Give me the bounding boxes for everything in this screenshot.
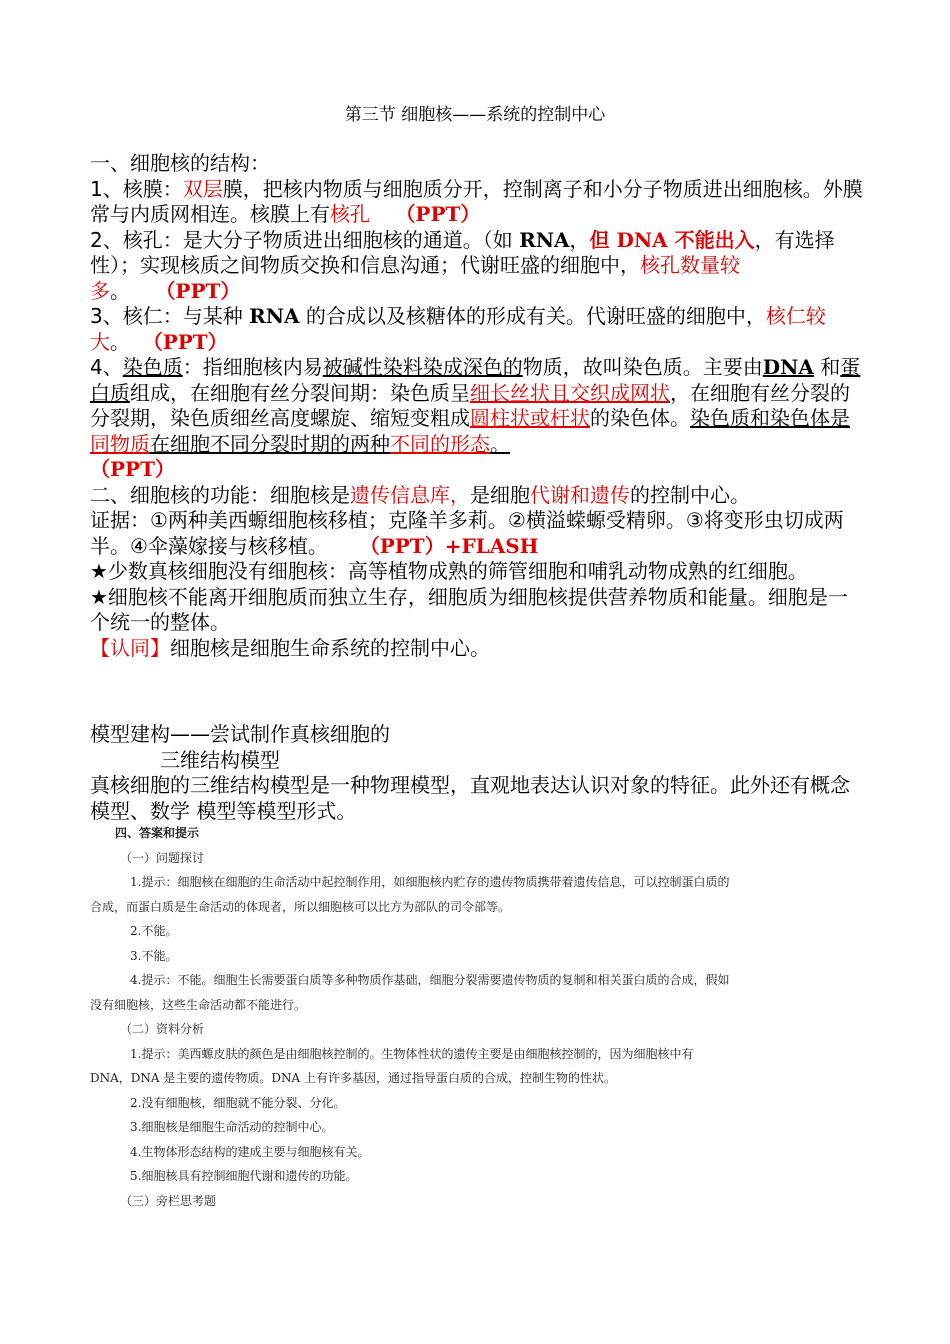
chromatin-paragraph: 4、染色质：指细胞核内易被碱性染料染成深色的物质，故叫染色质。主要由DNA 和蛋白质组成，在细胞有丝分裂间期：染色质呈细长丝状且交织成网状，在细胞有丝分裂的分裂期，染色质细丝高度螺旋、缩短变粗成圆柱状或杆状的染色体。染色质和染色体是同物质在细胞不同分裂时期的两种不同的形态。 （PPT） [90, 355, 861, 481]
recognition-note: 【认同】细胞核是细胞生命系统的控制中心。 [90, 635, 490, 660]
data-answer-2: 2.没有细胞核，细胞就不能分裂、分化。 [130, 1095, 346, 1110]
answers-heading: 四、答案和提示 [115, 826, 200, 840]
data-answer-4: 4.生物体形态结构的建成主要与细胞核有关。 [130, 1144, 370, 1159]
data-answer-1-line1: 1.提示：美西螈皮肤的颜色是由细胞核控制的。生物体性状的遗传主要是由细胞核控制的，因为细胞核中有 [130, 1046, 694, 1061]
structure-heading: 一、细胞核的结构： [90, 151, 270, 175]
model-description: 真核细胞的三维结构模型是一种物理模型，直观地表达认识对象的特征。此外还有概念模型、数学 模型等模型形式。 [90, 773, 850, 823]
model-heading-line2: 三维结构模型 [160, 747, 280, 772]
nucleolus-paragraph: 3、核仁：与某种 RNA 的合成以及核糖体的形成有关。代谢旺盛的细胞中，核仁较大。 （PPT） [90, 304, 826, 354]
page-title: 第三节 细胞核——系统的控制中心 [344, 105, 606, 125]
subheading-sidebar-questions: （三）旁栏思考题 [120, 1193, 217, 1208]
answer-4-line2: 没有细胞核，这些生命活动都不能进行。 [90, 997, 307, 1012]
nuclear-envelope-paragraph: 1、核膜：双层膜，把核内物质与细胞质分开，控制离子和小分子物质进出细胞核。外膜常与内质网相连。核膜上有核孔 （PPT） [90, 176, 863, 226]
evidence-paragraph: 证据：①两种美西螈细胞核移植；克隆羊多莉。②横溢蝾螈受精卵。③将变形虫切成两半。④伞藻嫁接与核移植。 （PPT）+FLASH [90, 508, 844, 558]
answer-4-line1: 4.提示：不能。细胞生长需要蛋白质等多种物质作基础，细胞分裂需要遗传物质的复制和相关蛋白质的合成，假如 [130, 973, 730, 987]
data-answer-1-line2: DNA，DNA 是主要的遗传物质。DNA 上有许多基因，通过指导蛋白质的合成，控制生物的性状。 [90, 1071, 616, 1085]
answer-1-line2: 合成，而蛋白质是生命活动的体现者，所以细胞核可以比方为部队的司令部等。 [90, 899, 511, 914]
subheading-data-analysis: （二）资料分析 [120, 1022, 205, 1036]
answer-1-line1: 1.提示：细胞核在细胞的生命活动中起控制作用，如细胞核内贮存的遗传物质携带着遗传信息，可以控制蛋白质的 [130, 875, 730, 889]
answers-section [90, 821, 860, 1213]
data-answer-5: 5.细胞核具有控制细胞代谢和遗传的功能。 [130, 1169, 358, 1183]
nuclear-pore-paragraph: 2、核孔：是大分子物质进出细胞核的通道。（如 RNA，但 DNA 不能出入，有选择性）；实现核质之间物质交换和信息沟通；代谢旺盛的细胞中，核孔数量较多。 （PPT） [90, 227, 835, 303]
model-heading-line1: 模型建构——尝试制作真核细胞的 [90, 722, 390, 746]
answer-3: 3.不能。 [130, 948, 178, 963]
no-nucleus-note: ★少数真核细胞没有细胞核：高等植物成熟的筛管细胞和哺乳动物成熟的红细胞。 [90, 559, 808, 583]
structure-section [90, 151, 865, 661]
subheading-problem: （一）问题探讨 [120, 850, 205, 865]
model-section [90, 722, 865, 824]
nucleus-cytoplasm-note: ★细胞核不能离开细胞质而独立生存，细胞质为细胞核提供营养物质和能量。细胞是一个统一的整体。 [90, 584, 848, 634]
data-answer-3: 3.细胞核是细胞生命活动的控制中心。 [130, 1120, 334, 1134]
answer-2: 2.不能。 [130, 924, 178, 938]
function-heading: 二、细胞核的功能：细胞核是遗传信息库，是细胞代谢和遗传的控制中心。 [90, 482, 750, 507]
